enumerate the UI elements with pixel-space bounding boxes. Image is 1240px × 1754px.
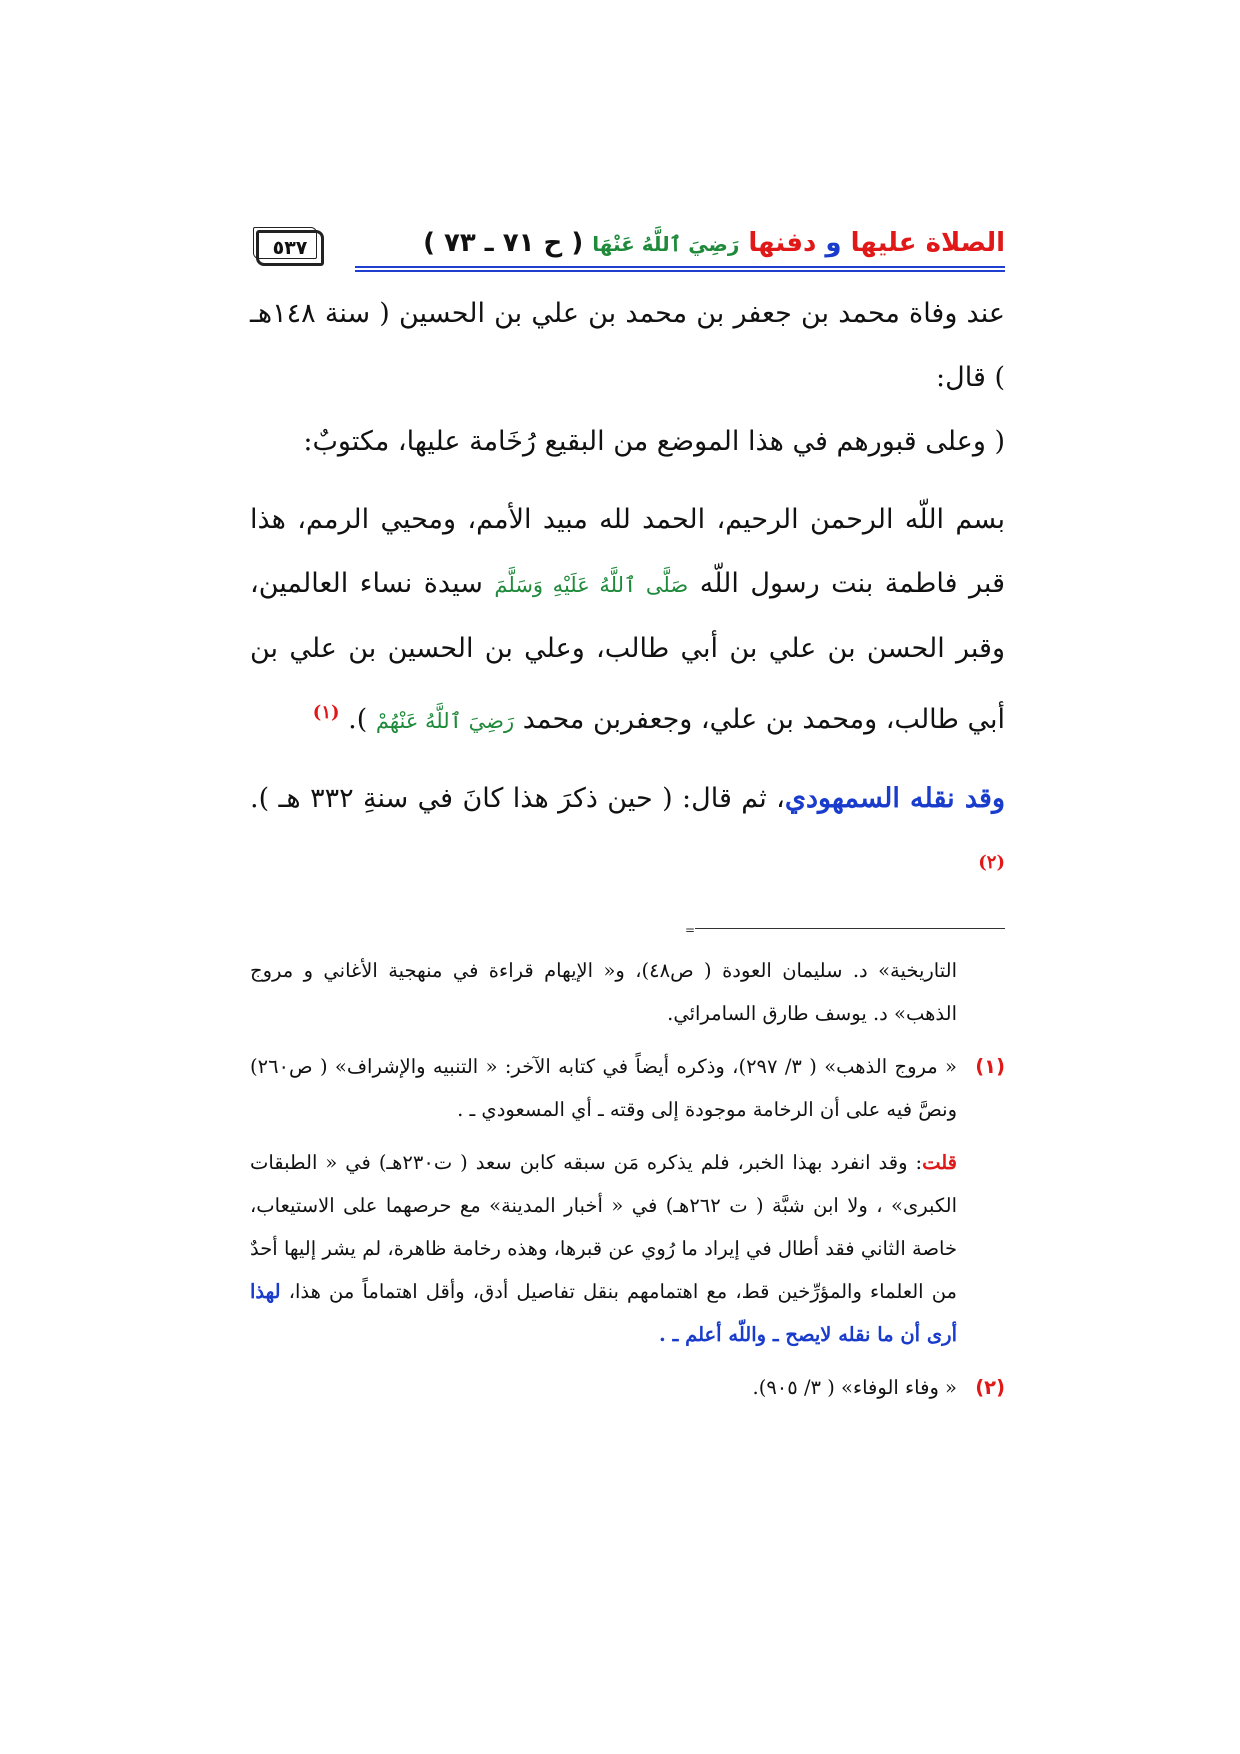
running-title [423,228,1005,258]
samhudi-paragraph [250,767,1005,902]
footnote-1-comment [250,1141,1005,1356]
footnote-ref-1[interactable]: (١) [312,702,340,723]
footnote-2-number: (٢) [975,1376,1005,1399]
footnote-separator [685,923,1005,937]
page-number: ٥٣٧ [272,237,308,259]
samhudi-text: ، ثم قال: ( حين ذكرَ هذا كانَ في سنةِ ٣٣٢ هـ ). [250,783,785,814]
quote-part-2: سيدة نساء العالمين، وقبر الحسن بن علي بن أبي طالب، وعلي بن الحسين بن علي بن أبي طالب، ومحمد بن علي، وجعفربن محمد [250,568,1005,735]
body-line-2-text: ( وعلى قبورهم في هذا الموضع من البقيع رُخَامة عليها، مكتوبٌ: [303,426,1005,457]
footnote-1-text: « مروج الذهب» ( ٣/ ٢٩٧)، وذكره أيضاً في كتابه الآخر: « التنبيه والإشراف» ( ص٢٦٠) ونصَّ فيه على أن الرخامة موجودة إلى وقته ـ أي المسعودي ـ . [250,1055,957,1121]
separator-mark: = [685,923,696,937]
footnotes [250,949,1005,1409]
quote-part-1: بسم اللّه الرحمن الرحيم، الحمد لله مبيد الأمم، ومحيي الرمم، هذا قبر فاطمة بنت رسول اللّه [250,504,1005,599]
title-part-prayer: الصلاة عليها [850,228,1005,258]
body-line-1: عند وفاة محمد بن جعفر بن محمد بن علي بن الحسين ( سنة ١٤٨هـ ) قال: [250,298,1005,393]
qult-conclusion: لهذا أرى أن ما نقله لايصح ـ واللّه أعلم ـ . [250,1280,957,1346]
title-hadith-ref: ( ح ٧١ ـ ٧٣ ) [423,228,584,258]
samhudi-name: وقد نقله السمهودي [784,783,1005,814]
title-part-burial: دفنها [748,228,817,258]
inscription-quote [250,488,1005,753]
header-double-rule [355,266,1005,272]
title-part-and: و [825,228,842,258]
body-line-2 [250,410,1005,474]
footnote-ref-2[interactable]: (٢) [978,852,1005,873]
footnote-1 [250,1045,1005,1131]
footnote-2-text: « وفاء الوفاء» ( ٣/ ٩٠٥). [752,1376,957,1399]
page [250,226,1005,1409]
quote-end: ). [348,704,368,735]
footnote-continuation: التاريخية» د. سليمان العودة ( ص٤٨)، و« الإيهام قراءة في منهجية الأغاني و مروج الذهب» د. يوسف طارق السامرائي. [250,959,957,1025]
footnote-1-number: (١) [975,1055,1005,1078]
footnote-2 [250,1366,1005,1409]
main-text [250,282,1005,902]
qult-label: قلت [922,1151,957,1174]
quote-honorific-prophet: صَلَّى ٱللَّهُ عَلَيْهِ وَسَلَّمَ [494,573,689,597]
qult-text: : وقد انفرد بهذا الخبر، فلم يذكره مَن سبقه كابن سعد ( ت٢٣٠هـ) في « الطبقات الكبرى» ، ولا ابن شبَّة ( ت ٢٦٢هـ) في « أخبار المدينة» مع حرصهما على الاستيعاب، خاصة الثاني فقد أطال في إيراد ما رُوي عن قبرها، وهذه رخامة ظاهرة، لم يشر إليها أحدٌ من العلماء والمؤرِّخين قط، مع اهتمامهم بنقل تفاصيل أدق، وأقل اهتماماً من هذا، [250,1151,957,1303]
title-honorific: رَضِيَ ٱللَّهُ عَنْهَا [592,232,740,256]
quote-honorific-companions: رَضِيَ ٱللَّهُ عَنْهُمْ [375,709,515,733]
page-header [250,226,1005,272]
page-number-badge [256,230,324,266]
